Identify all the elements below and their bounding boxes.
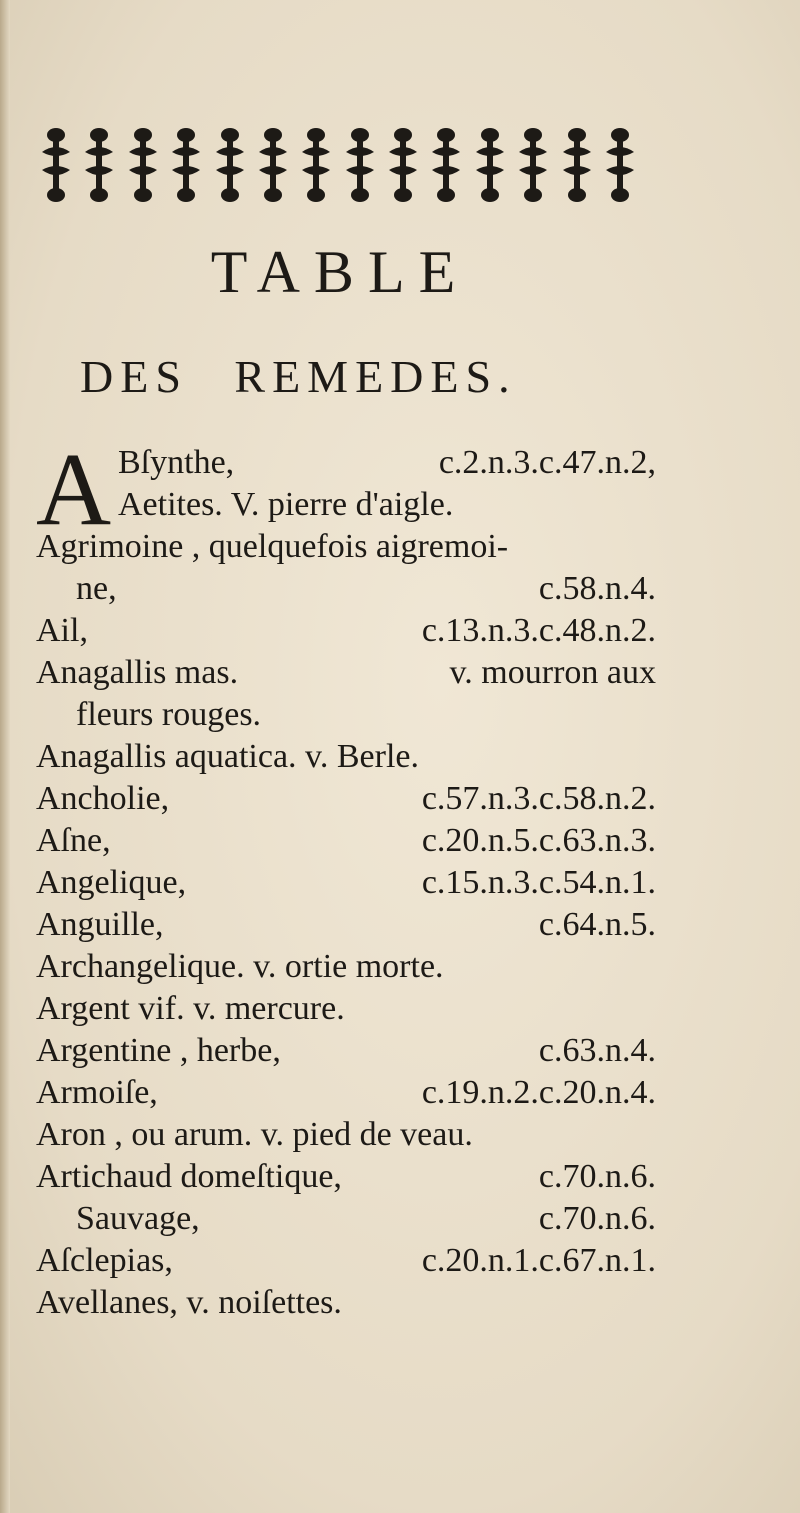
entry-name: Aetites. V. pierre d'aigle.	[118, 486, 454, 523]
fleuron-ornament-icon	[602, 126, 638, 204]
index-entry	[36, 778, 656, 820]
fleuron-ornament-icon	[168, 126, 204, 204]
entry-ref: v. mourron aux	[449, 654, 656, 691]
entry-name: Archangelique. v. ortie morte.	[36, 948, 444, 985]
index-entry	[36, 694, 656, 736]
index-entry	[36, 736, 656, 778]
fleuron-ornament-icon	[515, 126, 551, 204]
index-entry	[36, 988, 656, 1030]
index-entry	[36, 1156, 656, 1198]
entry-name: Anagallis aquatica. v. Berle.	[36, 738, 419, 775]
entry-ref: c.20.n.1.c.67.n.1.	[421, 1242, 656, 1279]
entry-name: fleurs rouges.	[76, 696, 262, 733]
index-entry	[36, 862, 656, 904]
entry-name: Ancholie,	[36, 780, 170, 817]
fleuron-ornament-icon	[125, 126, 161, 204]
fleuron-ornament-icon	[559, 126, 595, 204]
page-subtitle: DES REMEDES.	[80, 351, 517, 402]
entry-ref: c.19.n.2.c.20.n.4.	[421, 1074, 656, 1111]
ornament-band	[38, 125, 638, 205]
index-entry	[36, 610, 656, 652]
fleuron-ornament-icon	[298, 126, 334, 204]
fleuron-ornament-icon	[472, 126, 508, 204]
index-entry	[36, 652, 656, 694]
entry-ref: c.63.n.4.	[538, 1032, 656, 1069]
entry-name: Aſclepias,	[36, 1242, 173, 1279]
index-entries	[36, 442, 656, 1324]
entry-ref: c.64.n.5.	[538, 906, 656, 943]
entry-name: Aron , ou arum. v. pied de veau.	[36, 1116, 473, 1153]
index-entry	[36, 1030, 656, 1072]
entry-name: Argent vif. v. mercure.	[36, 990, 345, 1027]
index-entry	[36, 1282, 656, 1324]
entry-name: Agrimoine , quelquefois aigremoi-	[36, 528, 509, 565]
entry-name: ne,	[76, 570, 117, 607]
index-entry	[36, 1072, 656, 1114]
entry-name: Argentine , herbe,	[36, 1032, 281, 1069]
drop-initial: A	[36, 432, 112, 547]
entry-name: Avellanes, v. noiſettes.	[36, 1284, 342, 1321]
entry-ref: c.20.n.5.c.63.n.3.	[421, 822, 656, 859]
fleuron-ornament-icon	[38, 126, 74, 204]
entry-name: Aſne,	[36, 822, 111, 859]
index-entry	[36, 946, 656, 988]
index-entry	[36, 484, 656, 526]
entry-ref: c.13.n.3.c.48.n.2.	[421, 612, 656, 649]
entry-name: Angelique,	[36, 864, 187, 901]
index-entry	[36, 526, 656, 568]
index-entry	[36, 1114, 656, 1156]
index-entry	[36, 1240, 656, 1282]
entry-name: Bſynthe,	[118, 444, 235, 481]
page-spine-shadow	[0, 0, 10, 1513]
fleuron-ornament-icon	[342, 126, 378, 204]
entry-name: Sauvage,	[76, 1200, 200, 1237]
index-entry	[36, 904, 656, 946]
entry-ref: c.70.n.6.	[538, 1200, 656, 1237]
entry-name: Armoiſe,	[36, 1074, 158, 1111]
entry-name: Ail,	[36, 612, 88, 649]
fleuron-ornament-icon	[81, 126, 117, 204]
entry-name: Anagallis mas.	[36, 654, 239, 691]
entry-ref: c.58.n.4.	[538, 570, 656, 607]
entry-ref: c.15.n.3.c.54.n.1.	[421, 864, 656, 901]
page-title: TABLE	[210, 239, 470, 305]
index-entry	[36, 820, 656, 862]
index-entry	[36, 442, 656, 484]
index-entry	[36, 568, 656, 610]
fleuron-ornament-icon	[212, 126, 248, 204]
entry-ref: c.2.n.3.c.47.n.2,	[438, 444, 656, 481]
fleuron-ornament-icon	[428, 126, 464, 204]
entry-ref: c.70.n.6.	[538, 1158, 656, 1195]
index-entry	[36, 1198, 656, 1240]
fleuron-ornament-icon	[385, 126, 421, 204]
fleuron-ornament-icon	[255, 126, 291, 204]
entry-ref: c.57.n.3.c.58.n.2.	[421, 780, 656, 817]
entry-name: Anguille,	[36, 906, 164, 943]
entry-name: Artichaud domeſtique,	[36, 1158, 342, 1195]
